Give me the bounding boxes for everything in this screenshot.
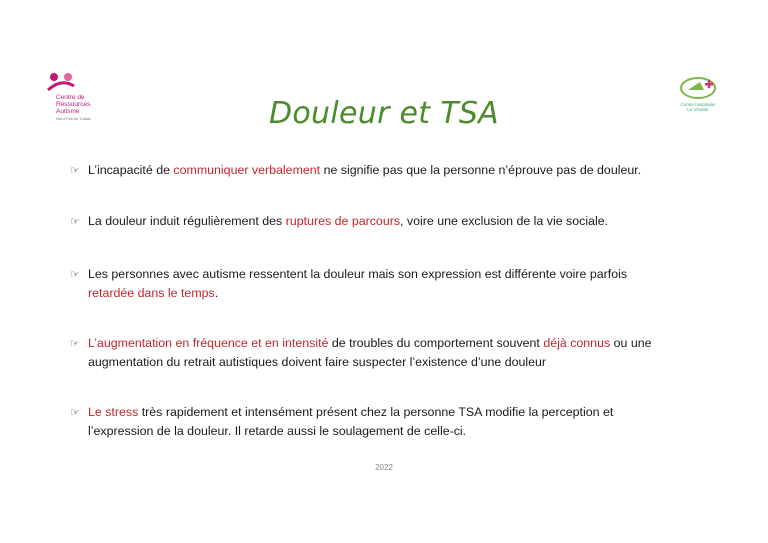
pointing-hand-icon: ☞ xyxy=(70,407,80,419)
bullet-1: ☞ L’incapacité de communiquer verbalement ne signifie pas que la personne n’éprouve pas de douleur. xyxy=(70,161,710,180)
person-figure-icon xyxy=(46,72,76,96)
bullet-3: ☞ Les personnes avec autisme ressentent la douleur mais son expression est différente voire parfois retardée dans le temps. xyxy=(70,267,628,300)
cra-logo-subtitle: Nord-Pas de Calais xyxy=(56,116,91,121)
bullet-2: ☞ La douleur induit régulièrement des ruptures de parcours, voire une exclusion de la vie sociale. xyxy=(70,212,710,231)
pointing-hand-icon: ☞ xyxy=(70,216,80,228)
slide-title: Douleur et TSA xyxy=(269,96,499,131)
slide-date: 2022 xyxy=(375,463,393,472)
pointing-hand-icon: ☞ xyxy=(70,165,80,177)
hospital-logo-text: Centre hospitalier Le Vinatier xyxy=(680,102,716,112)
bullet-4: ☞ L’augmentation en fréquence et en intensité de troubles du comportement souvent déjà connus ou une augmentation du retrait autistiques doivent faire suspecter l’existence d’une douleur xyxy=(70,336,652,369)
cra-logo-text: Centre de Ressources Autisme xyxy=(56,94,91,115)
bullet-5: ☞ Le stress très rapidement et intensément présent chez la personne TSA modifie la perception et l’expression de la douleur. Il retarde aussi le soulagement de celle-ci. xyxy=(70,405,614,438)
pointing-hand-icon: ☞ xyxy=(70,338,80,350)
pointing-hand-icon: ☞ xyxy=(70,269,80,281)
